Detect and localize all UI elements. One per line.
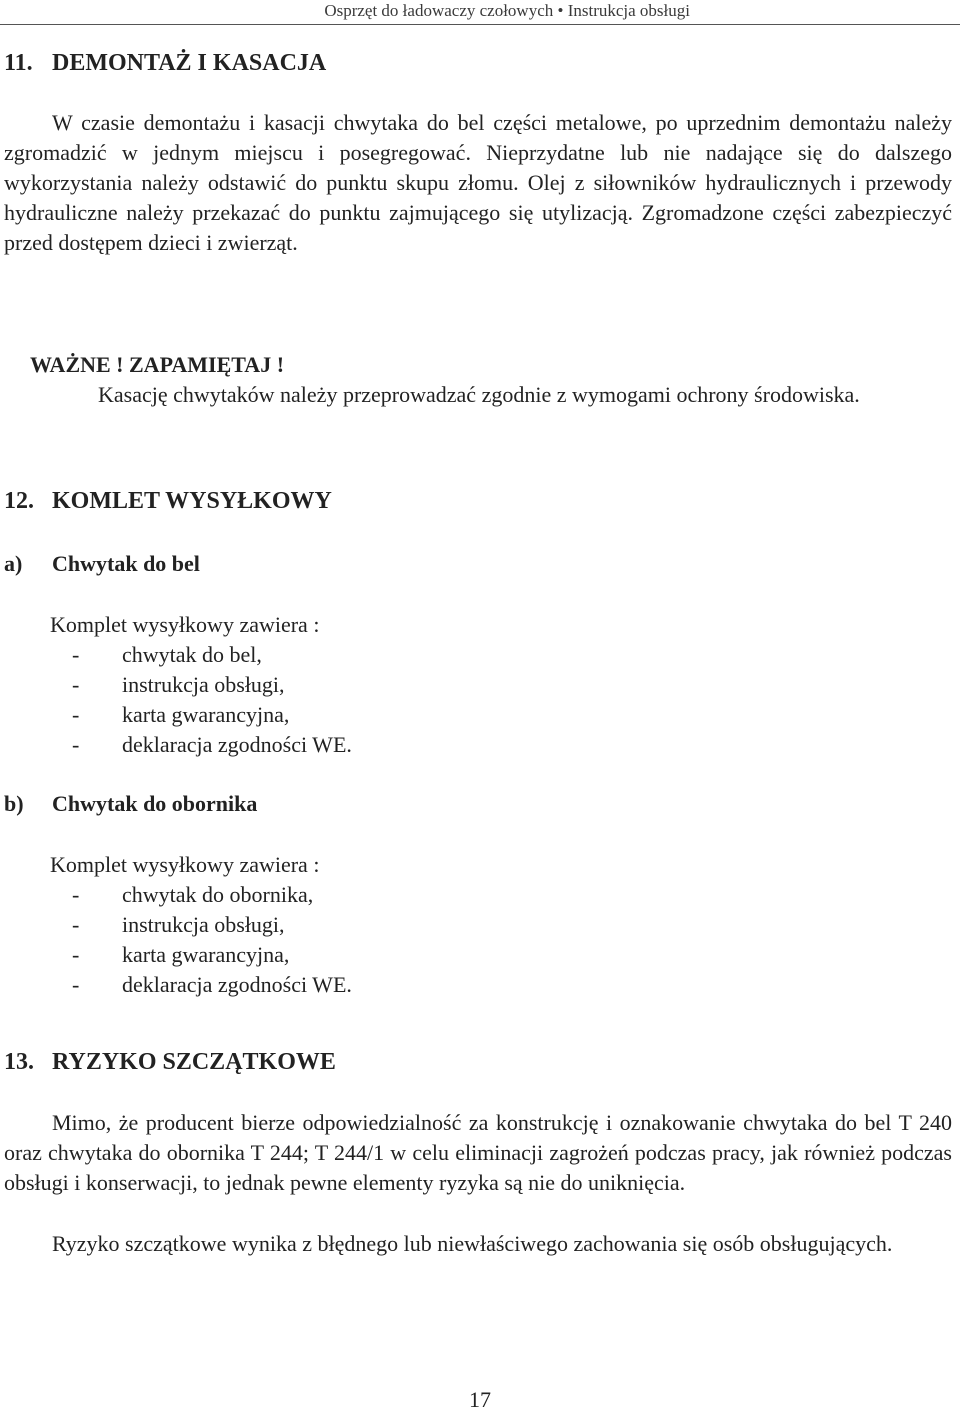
dash: - <box>72 732 80 757</box>
subsection-a-label: a) <box>4 551 23 576</box>
section-11-title: DEMONTAŻ I KASACJA <box>52 50 327 76</box>
section-13-paragraph-2: Ryzyko szczątkowe wynika z błędnego lub niewłaściwego zachowania się osób obsługujących. <box>52 1231 893 1256</box>
list-item-text: instrukcja obsługi, <box>122 912 285 937</box>
list-item-text: karta gwarancyjna, <box>122 942 290 967</box>
list-item-text: deklaracja zgodności WE. <box>122 972 352 997</box>
section-13-number: 13. <box>4 1049 34 1075</box>
section-12-title: KOMLET WYSYŁKOWY <box>52 488 332 514</box>
dash: - <box>72 642 80 667</box>
list-item <box>50 940 352 970</box>
list-item-text: deklaracja zgodności WE. <box>122 732 352 757</box>
warning-text: Kasację chwytaków należy przeprowadzać zgodnie z wymogami ochrony środowiska. <box>98 382 860 407</box>
subsection-b-list <box>50 850 352 1000</box>
list-item-text: karta gwarancyjna, <box>122 702 290 727</box>
list-item-text: chwytak do bel, <box>122 642 262 667</box>
section-11-paragraph: W czasie demontażu i kasacji chwytaka do bel części metalowe, po uprzednim demontażu należy zgromadzić w jednym miejscu i posegregować. Nieprzydatne lub nie nadające się do dalszego wykorzystania należy odstawić do punktu skupu złomu. Olej z siłowników hydraulicznych i przewody hydrauliczne należy przekazać do punktu zajmującego się utylizacją. Zgromadzone części zabezpieczyć przed dostępem dzieci i zwierząt. <box>4 110 952 255</box>
running-header: Osprzęt do ładowaczy czołowych • Instrukcja obsługi <box>324 1 690 20</box>
list-item <box>50 880 352 910</box>
dash: - <box>72 912 80 937</box>
list-item-text: chwytak do obornika, <box>122 882 314 907</box>
subsection-b-intro: Komplet wysyłkowy zawiera : <box>50 852 320 877</box>
section-11-number: 11. <box>4 50 33 76</box>
page-number: 17 <box>469 1387 491 1412</box>
list-item <box>50 730 352 760</box>
section-13-title: RYZYKO SZCZĄTKOWE <box>52 1049 336 1075</box>
list-item <box>50 670 352 700</box>
subsection-a-list <box>50 610 352 760</box>
subsection-a-title: Chwytak do bel <box>52 551 200 576</box>
header-rule <box>0 24 960 25</box>
section-12-number: 12. <box>4 488 34 514</box>
dash: - <box>72 672 80 697</box>
subsection-b-title: Chwytak do obornika <box>52 791 258 816</box>
list-item <box>50 970 352 1000</box>
dash: - <box>72 882 80 907</box>
dash: - <box>72 942 80 967</box>
list-item-text: instrukcja obsługi, <box>122 672 285 697</box>
subsection-a-intro: Komplet wysyłkowy zawiera : <box>50 612 320 637</box>
list-item <box>50 700 352 730</box>
dash: - <box>72 972 80 997</box>
section-13-paragraph-1: Mimo, że producent bierze odpowiedzialność za konstrukcję i oznakowanie chwytaka do bel T 240 oraz chwytaka do obornika T 244; T 244/1 w celu eliminacji zagrożeń podczas pracy, jak również podczas obsługi i konserwacji, to jednak pewne elementy ryzyka są nie do uniknięcia. <box>4 1110 952 1195</box>
dash: - <box>72 702 80 727</box>
warning-title: WAŻNE ! ZAPAMIĘTAJ ! <box>30 352 285 377</box>
list-item <box>50 910 352 940</box>
subsection-b-label: b) <box>4 791 24 816</box>
list-item <box>50 640 352 670</box>
